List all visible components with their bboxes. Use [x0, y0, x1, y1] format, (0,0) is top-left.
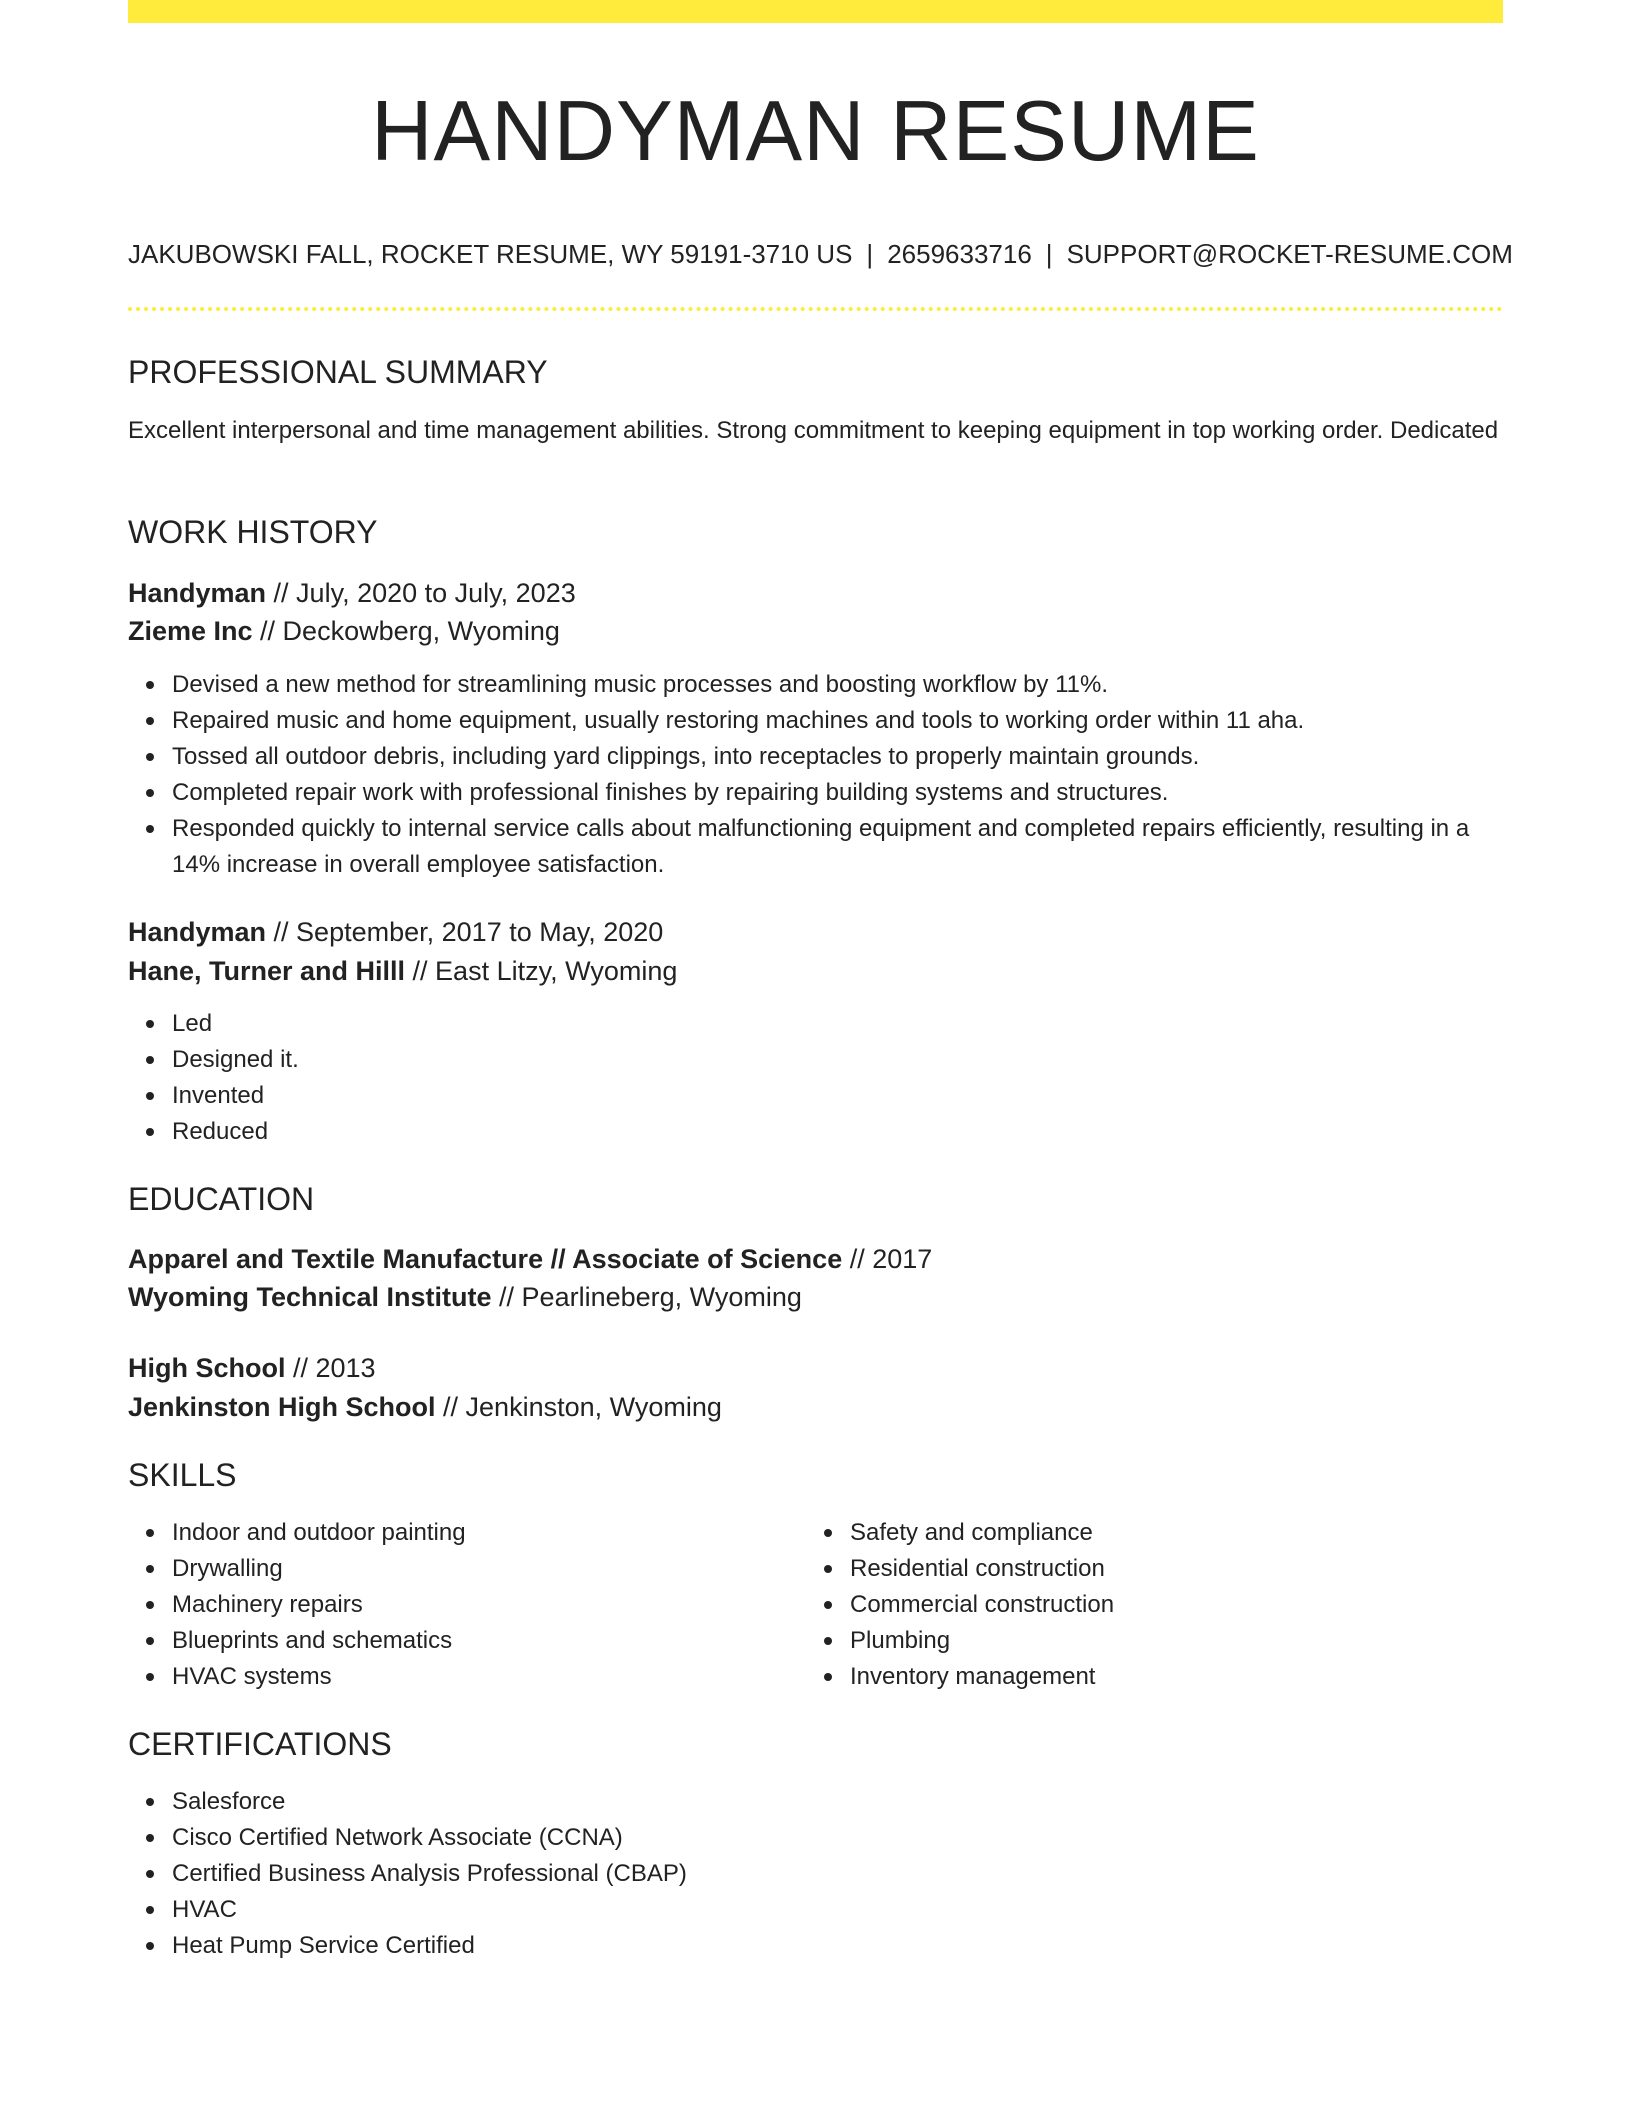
education-heading: EDUCATION: [128, 1181, 315, 1217]
resume-page: [128, 0, 1513, 2112]
list-item: Heat Pump Service Certified: [128, 1928, 1503, 1964]
dotted-divider: [128, 307, 1503, 311]
list-item: Indoor and outdoor painting: [128, 1515, 788, 1551]
list-item: Safety and compliance: [806, 1515, 1466, 1551]
job-location: // Deckowberg, Wyoming: [252, 616, 560, 646]
job-title: Handyman: [128, 917, 267, 947]
list-item: Drywalling: [128, 1551, 788, 1587]
list-item: Repaired music and home equipment, usually restoring machines and tools to working order within 11 aha.: [128, 703, 1503, 739]
contact-separator: |: [1045, 239, 1053, 269]
contact-phone: 2659633716: [887, 239, 1032, 269]
certifications-list: [128, 1784, 1503, 1964]
skills-heading: SKILLS: [128, 1457, 237, 1493]
list-item: Led: [128, 1006, 1503, 1042]
job-title-line: [128, 574, 576, 612]
list-item: Commercial construction: [806, 1587, 1466, 1623]
education-degree-line: [128, 1349, 376, 1387]
list-item: Responded quickly to internal service calls about malfunctioning equipment and completed repairs efficiently, resulting in a 14% increase in overall employee satisfaction.: [128, 811, 1503, 883]
list-item: HVAC: [128, 1892, 1503, 1928]
list-item: Cisco Certified Network Associate (CCNA): [128, 1820, 1503, 1856]
job-title-line: [128, 913, 663, 951]
list-item: Inventory management: [806, 1659, 1466, 1695]
contact-separator: |: [866, 239, 874, 269]
certifications-heading: CERTIFICATIONS: [128, 1726, 392, 1762]
list-item: Completed repair work with professional finishes by repairing building systems and structures.: [128, 775, 1503, 811]
job-title: Handyman: [128, 578, 267, 608]
list-item: Devised a new method for streamlining music processes and boosting workflow by 11%.: [128, 667, 1503, 703]
resume-title: HANDYMAN RESUME: [371, 84, 1260, 179]
job-location: // East Litzy, Wyoming: [405, 956, 678, 986]
list-item: Tossed all outdoor debris, including yard clippings, into receptacles to properly maintain grounds.: [128, 739, 1503, 775]
education-degree-line: [128, 1240, 932, 1278]
job-company: Zieme Inc: [128, 616, 253, 646]
education-year: // 2017: [842, 1244, 933, 1274]
job-company-line: [128, 612, 560, 650]
job-company-line: [128, 952, 677, 990]
education-school: Wyoming Technical Institute: [128, 1282, 492, 1312]
list-item: HVAC systems: [128, 1659, 788, 1695]
list-item: Blueprints and schematics: [128, 1623, 788, 1659]
summary-text: Excellent interpersonal and time management abilities. Strong commitment to keeping equipment in top working order. Dedicated: [128, 417, 1499, 444]
education-location: // Jenkinston, Wyoming: [435, 1392, 722, 1422]
contact-line: [128, 236, 1513, 272]
list-item: Designed it.: [128, 1042, 1503, 1078]
job-duties-list: [128, 667, 1503, 883]
education-degree: High School: [128, 1353, 286, 1383]
education-location: // Pearlineberg, Wyoming: [491, 1282, 802, 1312]
skills-list-left: [128, 1515, 788, 1695]
list-item: Machinery repairs: [128, 1587, 788, 1623]
list-item: Reduced: [128, 1114, 1503, 1150]
list-item: Salesforce: [128, 1784, 1503, 1820]
job-company: Hane, Turner and Hilll: [128, 956, 406, 986]
accent-top-bar: [128, 0, 1503, 23]
list-item: Certified Business Analysis Professional (CBAP): [128, 1856, 1503, 1892]
education-school-line: [128, 1388, 722, 1426]
job-dates: // September, 2017 to May, 2020: [266, 917, 664, 947]
contact-address: JAKUBOWSKI FALL, ROCKET RESUME, WY 59191-3710 US: [128, 239, 853, 269]
contact-email: SUPPORT@ROCKET-RESUME.COM: [1066, 239, 1513, 269]
education-school-line: [128, 1278, 802, 1316]
education-degree: Apparel and Textile Manufacture // Associate of Science: [128, 1244, 843, 1274]
job-duties-list: [128, 1006, 1503, 1150]
list-item: Invented: [128, 1078, 1503, 1114]
work-history-heading: WORK HISTORY: [128, 514, 378, 550]
education-school: Jenkinston High School: [128, 1392, 436, 1422]
skills-list-right: [806, 1515, 1466, 1695]
list-item: Plumbing: [806, 1623, 1466, 1659]
job-dates: // July, 2020 to July, 2023: [266, 578, 576, 608]
summary-heading: PROFESSIONAL SUMMARY: [128, 354, 548, 390]
education-year: // 2013: [285, 1353, 376, 1383]
list-item: Residential construction: [806, 1551, 1466, 1587]
